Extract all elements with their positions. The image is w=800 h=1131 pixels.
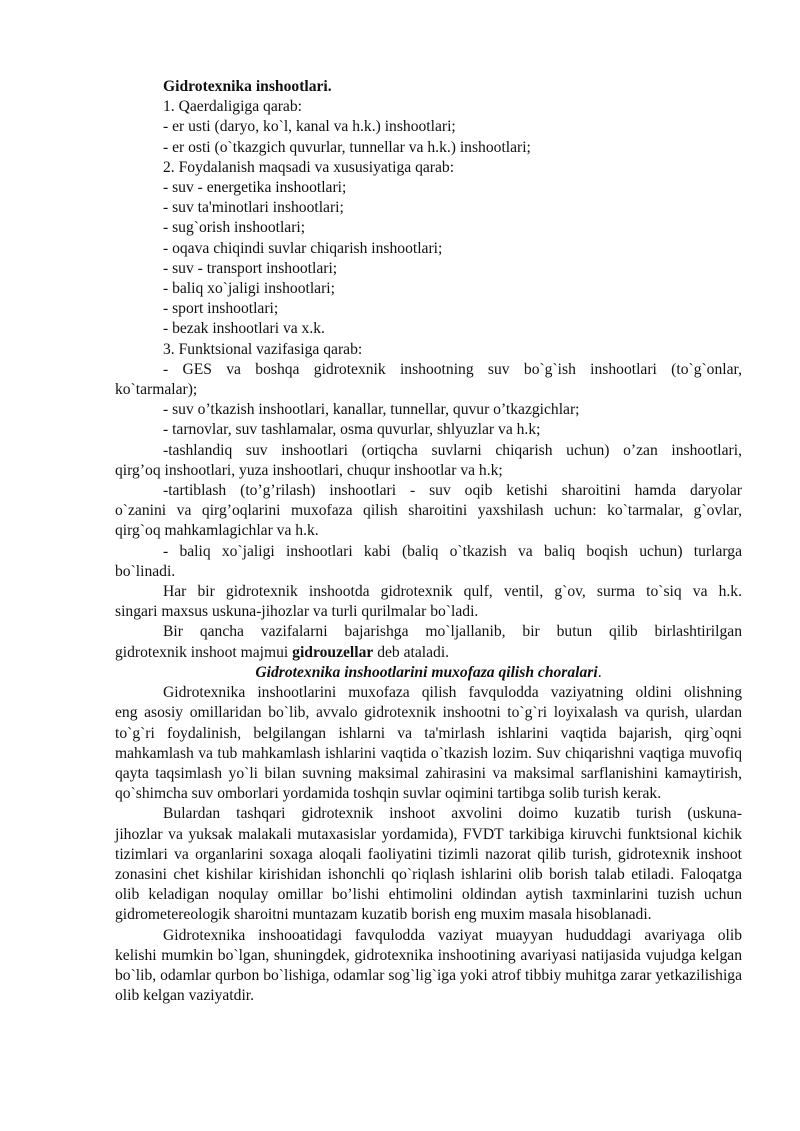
- list-item: 1. Qaerdaligiga qarab:: [163, 98, 302, 116]
- list-item-baliq: - baliq xo`jaligi inshootlari kabi (baliq o`tkazish va baliq boqish uchun) turlarga: [163, 542, 742, 560]
- list-item: - er usti (daryo, ko`l, kanal va h.k.) inshootlari;: [163, 118, 456, 136]
- paragraph-bir-qancha-cont: [115, 643, 742, 663]
- list-item: - suv - energetika inshootlari;: [163, 179, 347, 197]
- list-item-ges: - GES va boshqa gidrotexnik inshootning suv bo`g`ish inshootlari (to`g`onlar,: [163, 360, 742, 378]
- list-item-tartiblash: -tartiblash (to’g’rilash) inshootlari - suv oqib ketishi sharoitini hamda daryolar: [163, 482, 742, 500]
- paragraph-text: kelishi mumkin bo`lgan, shuningdek, gidrotexnika inshootining avariyasi natijasida vujudga kelgan bo`lib, odamlar qurbon bo`lishiga, odamlar sog`lig`iga yoki atrof tibbiy muhitga zarar yetkazilishiga olib kelgan vaziyatdir.: [115, 946, 742, 1005]
- list-item: - er osti (o`tkazgich quvurlar, tunnellar va h.k.) inshootlari;: [163, 138, 531, 156]
- list-item: - suv o’tkazish inshootlari, kanallar, tunnellar, quvur o’tkazgichlar;: [163, 401, 580, 419]
- list-item-tartiblash-cont: o`zanini va qirg’oqlarini muxofaza qilish sharoitini yaxshilash uchun: ko`tarmalar, g`ovlar,: [115, 502, 742, 520]
- list-item: - suv - transport inshootlari;: [163, 259, 338, 277]
- paragraph-bir-qancha: Bir qancha vazifalarni bajarishga mo`ljallanib, bir butun qilib birlashtirilgan: [163, 623, 742, 641]
- subsection-heading-dot: .: [597, 663, 602, 681]
- subsection-heading: [115, 663, 742, 683]
- list-item-ges-cont: ko`tarmalar);: [115, 381, 198, 399]
- list-item-tashlandiq-cont: qirg’oq inshootlari, yuza inshootlari, chuqur inshootlar va h.k;: [115, 461, 503, 479]
- paragraph: [115, 683, 742, 804]
- list-item: - baliq xo`jaligi inshootlari;: [163, 280, 335, 298]
- subsection-heading-text: Gidrotexnika inshootlarini muxofaza qilish choralari: [255, 663, 598, 681]
- term-gidrouzellar: gidrouzellar: [292, 643, 374, 661]
- list-item-tartiblash-cont: qirg`oq mahkamlagichlar va h.k.: [115, 522, 319, 540]
- paragraph-har-bir-cont: singari maxsus uskuna-jihozlar va turli qurilmalar bo`ladi.: [115, 603, 479, 621]
- paragraph-first-line: Gidrotexnika inshooatidagi favqulodda vaziyat muayyan hududdagi avariyaga olib: [163, 926, 742, 944]
- paragraph-har-bir: Har bir gidrotexnik inshootda gidrotexnik qulf, ventil, g`ov, surma to`siq va h.k.: [163, 583, 742, 601]
- paragraph-first-line: Gidrotexnika inshootlarini muxofaza qilish favqulodda vaziyatning oldini olishning: [163, 684, 742, 702]
- list-item-baliq-cont: bo`linadi.: [115, 562, 176, 580]
- paragraph-text: deb ataladi.: [373, 643, 450, 661]
- list-item: - tarnovlar, suv tashlamalar, osma quvurlar, shlyuzlar va h.k;: [163, 421, 541, 439]
- paragraph: [115, 804, 742, 925]
- list-item: 3. Funktsional vazifasiga qarab:: [163, 340, 363, 358]
- paragraph-first-line: Bulardan tashqari gidrotexnik inshoot axvolini doimo kuzatib turish (uskuna-: [163, 805, 742, 823]
- list-item: - sug`orish inshootlari;: [163, 219, 306, 237]
- document-body: [115, 77, 742, 1006]
- paragraph-text: jihozlar va yuksak malakali mutaxasislar yordamida), FVDT tarkibiga kiruvchi funktsional kichik tizimlari va organlarini soxaga aloqali faoliyatini tizimli nazorat qilib turish, gidrotexnik inshoot zonasini chet kishilar kirishidan ishonchli qo`riqlash ishlarini olib borish talab etiladi. Faloqatga olib keladigan noqulay omillar bo’lishi ehtimolini oldindan aytish taxminlarini tuzish uchun gidrometereologik sharoitni muntazam kuzatib borish eng muxim masala hisoblanadi.: [115, 825, 742, 924]
- list-item: 2. Foydalanish maqsadi va xususiyatiga qarab:: [163, 158, 455, 176]
- list-item: - oqava chiqindi suvlar chiqarish inshootlari;: [163, 239, 443, 257]
- paragraph-text: eng asosiy omillaridan bo`lib, avvalo gidrotexnik inshootni to`g`ri loyixalash va qurish, ulardan to`g`ri foydalinish, belgilangan ishlarni va ta'mirlash ishlarini vaqtida bajarish, qirg`oqni mahkamlash va tub mahkamlash ishlarini vaqtida o`tkazish lozim. Suv chiqarishni vaqtiga muvofiq qayta taqsimlash yo`li bilan suvning maksimal zahirasini va maksimal sarflanishini kamaytirish, qo`shimcha suv omborlari yordamida toshqin suvlar oqimini tartibga solib turish kerak.: [115, 704, 742, 803]
- section-heading: Gidrotexnika inshootlari.: [163, 78, 332, 95]
- list-item: - sport inshootlari;: [163, 300, 279, 318]
- list-item: - suv ta'minotlari inshootlari;: [163, 199, 344, 217]
- list-item-tashlandiq: -tashlandiq suv inshootlari (ortiqcha suvlarni chiqarish uchun) o’zan inshootlari,: [163, 441, 742, 459]
- paragraph-text: gidrotexnik inshoot majmui: [115, 643, 293, 661]
- list-item: - bezak inshootlari va x.k.: [163, 320, 325, 338]
- paragraph: [115, 926, 742, 1007]
